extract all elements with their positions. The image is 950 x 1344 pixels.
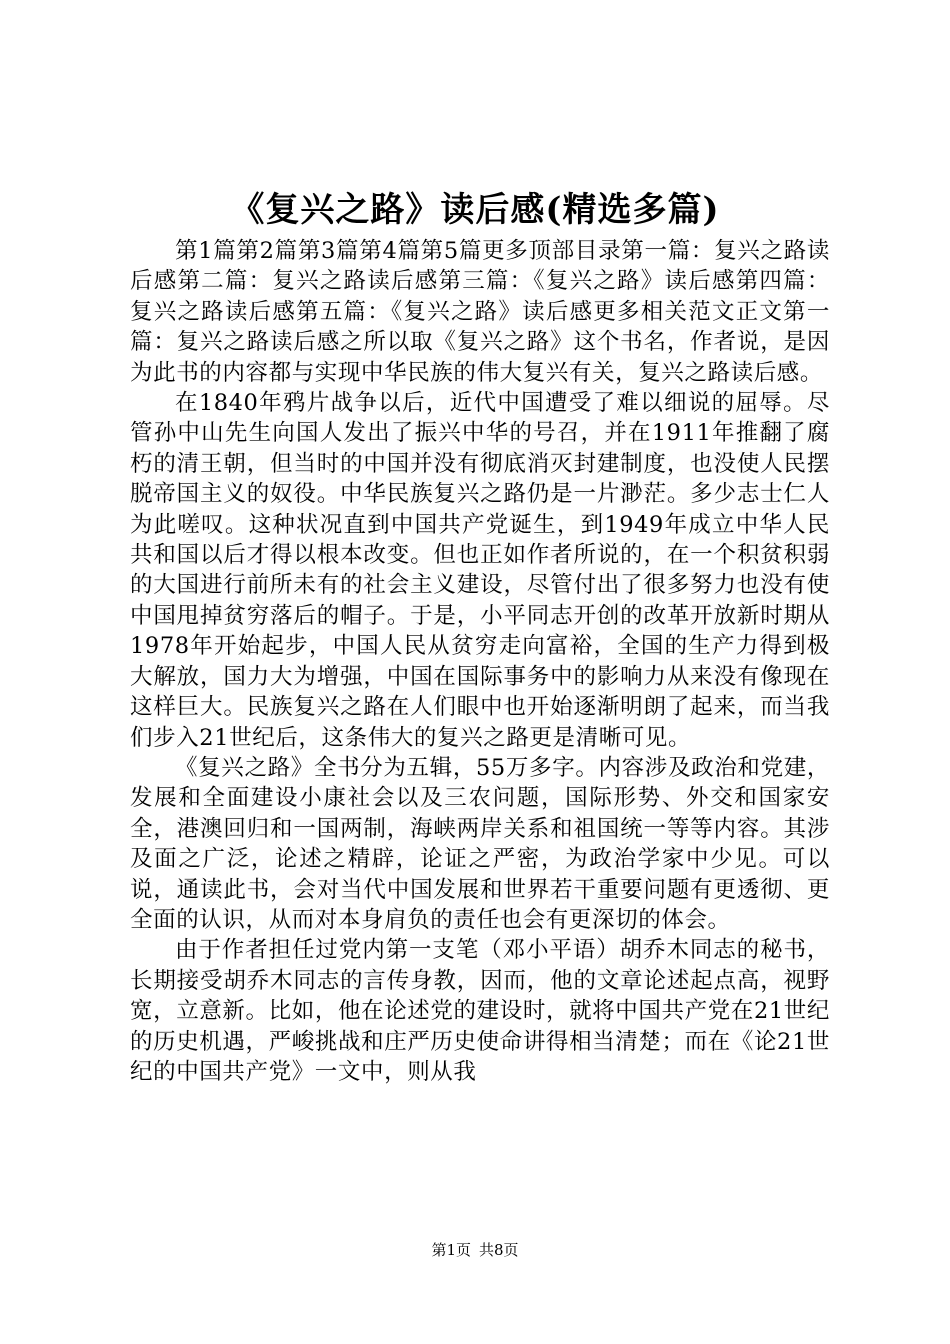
paragraph-1: 第1篇第2篇第3篇第4篇第5篇更多顶部目录第一篇：复兴之路读后感第二篇：复兴之路读后感第三篇：《复兴之路》读后感第四篇：复兴之路读后感第五篇：《复兴之路》读后感更多相关范文正文第一篇：复兴之路读后感之所以取《复兴之路》这个书名，作者说，是因为此书的内容都与实现中华民族的伟大复兴有关，复兴之路读后感。 <box>130 238 830 386</box>
paragraph-3: 《复兴之路》全书分为五辑，55万多字。内容涉及政治和党建，发展和全面建设小康社会以及三农问题，国际形势、外交和国家安全，港澳回归和一国两制，海峡两岸关系和祖国统一等等内容。其涉及面之广泛，论述之精辟，论证之严密，为政治学家中少见。可以说，通读此书，会对当代中国发展和世界若干重要问题有更透彻、更全面的认识，从而对本身肩负的责任也会有更深切的体会。 <box>130 754 830 933</box>
paragraph-4: 由于作者担任过党内第一支笔（邓小平语）胡乔木同志的秘书，长期接受胡乔木同志的言传身教，因而，他的文章论述起点高，视野宽，立意新。比如，他在论述党的建设时，就将中国共产党在21世纪的历史机遇，严峻挑战和庄严历史使命讲得相当清楚；而在《论21世纪的中国共产党》一文中，则从我 <box>130 937 830 1085</box>
page-number: 第1页 <box>431 1241 471 1259</box>
document-title: 《复兴之路》读后感(精选多篇) <box>230 190 720 230</box>
page-footer <box>0 1240 950 1260</box>
page-total: 共8页 <box>479 1241 519 1259</box>
document-body <box>130 236 830 1087</box>
paragraph-2: 在1840年鸦片战争以后，近代中国遭受了难以细说的屈辱。尽管孙中山先生向国人发出了振兴中华的号召，并在1911年推翻了腐朽的清王朝，但当时的中国并没有彻底消灭封建制度，也没使人民摆脱帝国主义的奴役。中华民族复兴之路仍是一片渺茫。多少志士仁人为此嗟叹。这种状况直到中国共产党诞生，到1949年成立中华人民共和国以后才得以根本改变。但也正如作者所说的，在一个积贫积弱的大国进行前所未有的社会主义建设，尽管付出了很多努力也没有使中国甩掉贫穷落后的帽子。于是，小平同志开创的改革开放新时期从1978年开始起步，中国人民从贫穷走向富裕，全国的生产力得到极大解放，国力大为增强，中国在国际事务中的影响力从来没有像现在这样巨大。民族复兴之路在人们眼中也开始逐渐明朗了起来，而当我们步入21世纪后，这条伟大的复兴之路更是清晰可见。 <box>130 390 830 751</box>
